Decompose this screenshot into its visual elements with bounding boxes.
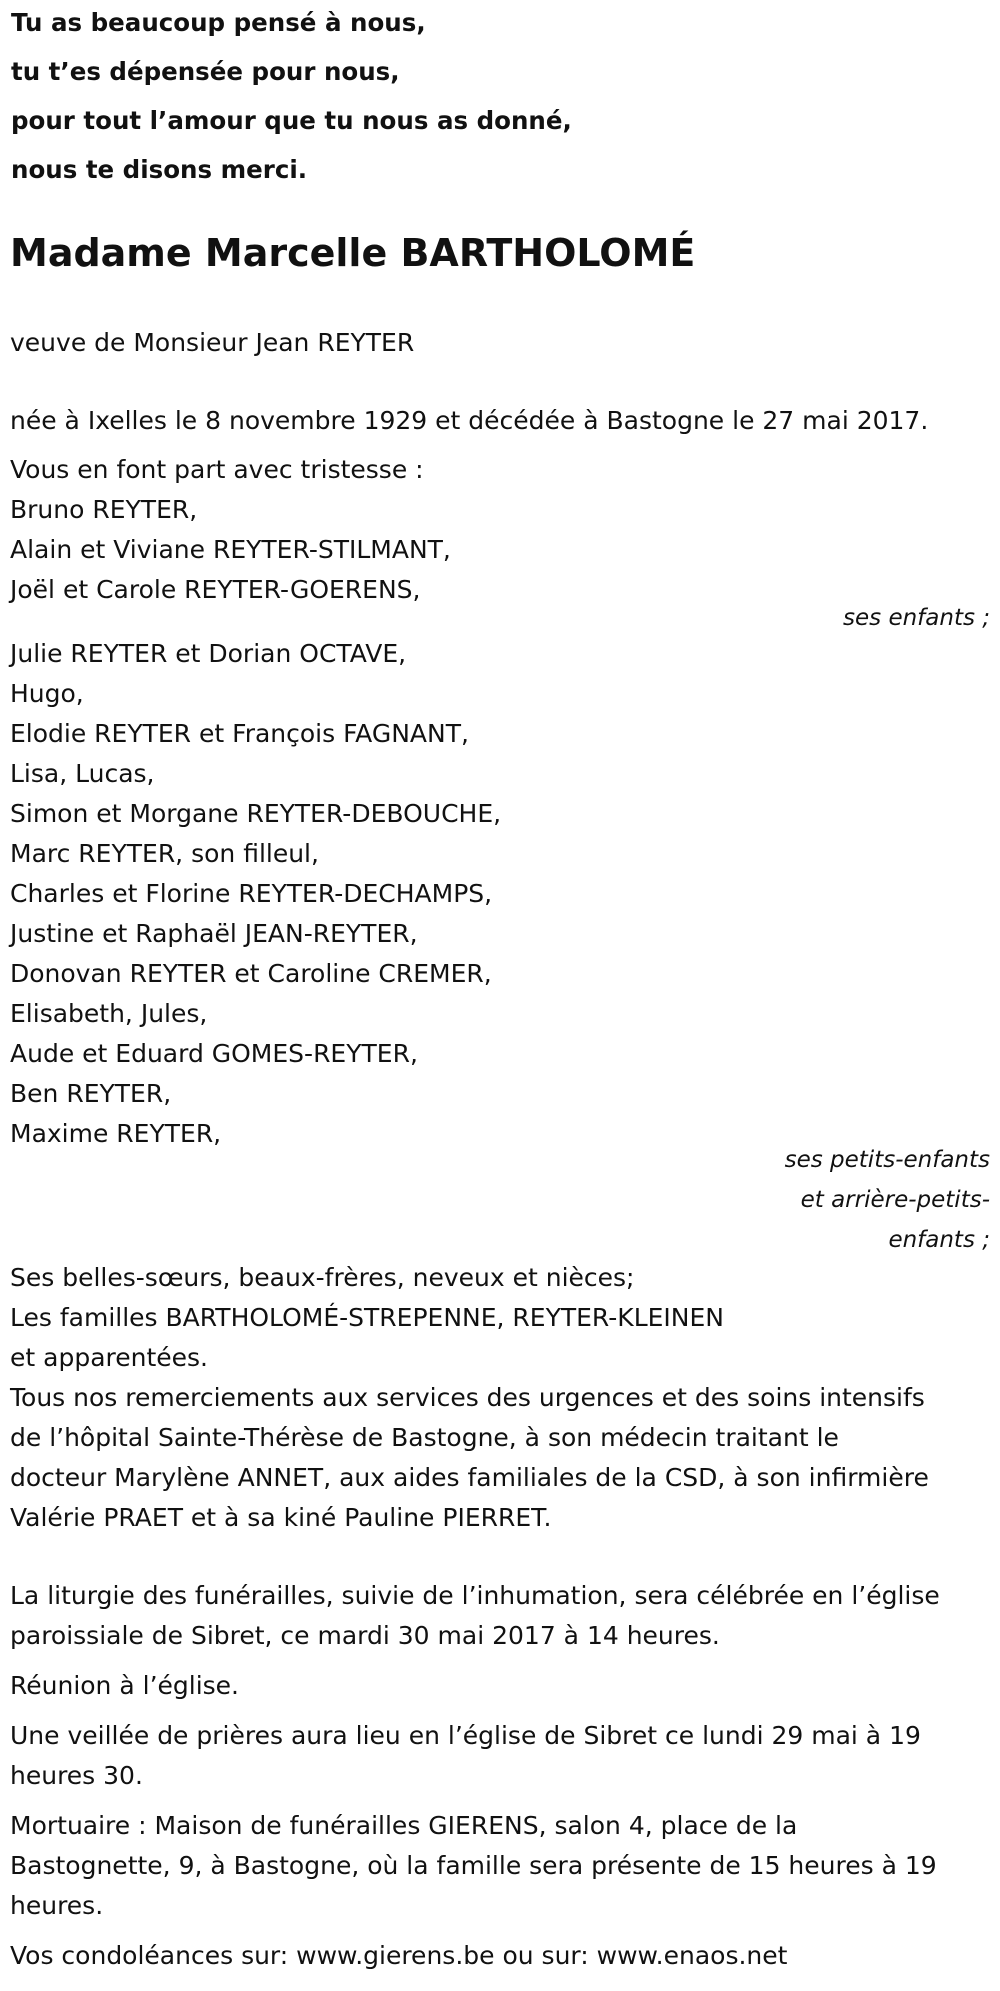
grandchild-name: Aude et Eduard GOMES-REYTER, bbox=[10, 1039, 418, 1068]
mortuary-line: heures. bbox=[10, 1891, 104, 1920]
poem-line: tu t’es dépensée pour nous, bbox=[11, 57, 400, 86]
child-name: Bruno REYTER, bbox=[10, 495, 198, 524]
vigil-line: heures 30. bbox=[10, 1761, 143, 1790]
thanks-line: Tous nos remerciements aux services des urgences et des soins intensifs bbox=[10, 1383, 925, 1412]
grandchild-name: Justine et Raphaël JEAN-REYTER, bbox=[10, 919, 418, 948]
poem-line: nous te disons merci. bbox=[11, 155, 308, 184]
birth-death-line: née à Ixelles le 8 novembre 1929 et décédée à Bastogne le 27 mai 2017. bbox=[10, 406, 929, 435]
poem-line: Tu as beaucoup pensé à nous, bbox=[11, 8, 426, 37]
deceased-name: Madame Marcelle BARTHOLOMÉ bbox=[10, 231, 696, 275]
mortuary-line: Mortuaire : Maison de funérailles GIERENS, salon 4, place de la bbox=[10, 1811, 798, 1840]
thanks-line: Valérie PRAET et à sa kiné Pauline PIERRET. bbox=[10, 1503, 552, 1532]
grandchild-name: Ben REYTER, bbox=[10, 1079, 172, 1108]
grandchildren-label-line: ses petits-enfants bbox=[784, 1147, 990, 1173]
grandchild-name: Hugo, bbox=[10, 679, 84, 708]
children-label: ses enfants ; bbox=[843, 605, 990, 631]
liturgy-line: paroissiale de Sibret, ce mardi 30 mai 2017 à 14 heures. bbox=[10, 1621, 720, 1650]
condolences-line: Vos condoléances sur: www.gierens.be ou sur: www.enaos.net bbox=[10, 1941, 788, 1970]
grandchild-name: Elisabeth, Jules, bbox=[10, 999, 208, 1028]
grandchild-name: Maxime REYTER, bbox=[10, 1119, 222, 1148]
grandchild-name: Simon et Morgane REYTER-DEBOUCHE, bbox=[10, 799, 502, 828]
thanks-line: docteur Marylène ANNET, aux aides familiales de la CSD, à son infirmière bbox=[10, 1463, 929, 1492]
family-line: Les familles BARTHOLOMÉ-STREPENNE, REYTER-KLEINEN bbox=[10, 1303, 725, 1332]
grandchildren-label-line: enfants ; bbox=[888, 1227, 990, 1253]
child-name: Joël et Carole REYTER-GOERENS, bbox=[10, 575, 421, 604]
thanks-line: de l’hôpital Sainte-Thérèse de Bastogne, à son médecin traitant le bbox=[10, 1423, 839, 1452]
announcement-line: Vous en font part avec tristesse : bbox=[10, 455, 424, 484]
grandchild-name: Charles et Florine REYTER-DECHAMPS, bbox=[10, 879, 493, 908]
family-line: Ses belles-sœurs, beaux-frères, neveux et nièces; bbox=[10, 1263, 635, 1292]
poem bbox=[11, 8, 771, 204]
vigil-line: Une veillée de prières aura lieu en l’église de Sibret ce lundi 29 mai à 19 bbox=[10, 1721, 921, 1750]
grandchildren-label-line: et arrière-petits- bbox=[800, 1187, 990, 1213]
poem-line: pour tout l’amour que tu nous as donné, bbox=[11, 106, 572, 135]
liturgy-line: La liturgie des funérailles, suivie de l’inhumation, sera célébrée en l’église bbox=[10, 1581, 940, 1610]
reunion-line: Réunion à l’église. bbox=[10, 1671, 240, 1700]
mortuary-line: Bastognette, 9, à Bastogne, où la famille sera présente de 15 heures à 19 bbox=[10, 1851, 937, 1880]
grandchild-name: Lisa, Lucas, bbox=[10, 759, 155, 788]
grandchild-name: Donovan REYTER et Caroline CREMER, bbox=[10, 959, 492, 988]
grandchild-name: Marc REYTER, son filleul, bbox=[10, 839, 319, 868]
widow-line: veuve de Monsieur Jean REYTER bbox=[10, 328, 415, 357]
grandchild-name: Elodie REYTER et François FAGNANT, bbox=[10, 719, 469, 748]
child-name: Alain et Viviane REYTER-STILMANT, bbox=[10, 535, 451, 564]
grandchild-name: Julie REYTER et Dorian OCTAVE, bbox=[10, 639, 407, 668]
family-line: et apparentées. bbox=[10, 1343, 208, 1372]
